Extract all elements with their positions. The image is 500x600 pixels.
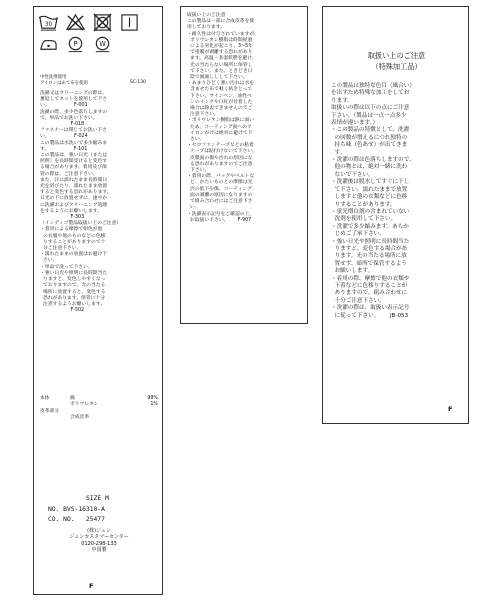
size-label: SIZE M [86,495,109,502]
care-icons [38,13,158,57]
synthetic-leather-notice-text: 取扱い上のご注意 この製品は一部に合成皮革を使 用しております。 ・耐久性は付与されていますが、 ポリウレタン樹脂は時間経過 による劣化が起こり、3~5年 で塗膜が剥離する恐れがあり ます。高温・多湿状態を避け、 光の当たらない場所に保管し て下さい。また、ときどき日 陰で風通ししして下さい。 ・あまりひどく強い汚れは水を 含ませた布で軽く拭きとって 下さい。サインペン、油性ペ ンのインクや口紅が付着した 場合は除去できませんのでご 注意下さい。 ・ポリウレタン樹脂は熱に弱い ため、コーティング面へのア イロンがけは絶対に避けて下 さい。 ・セロファンテープなどの粘着 テープは貼付けないで下さい。 皮膜面の傷や汚れの原因にな る恐れがありますのでご注意 下さい。 ・着用の際、バッグやベルトな ど、かたいものとの摩擦は光 沢の低下や傷、コーティング 面の剥離の原因になりますの で組み合わせにはご注意下さ い。 ・洗濯表示記号をご確認の上、 お取扱い下さい。 F-907 [187,13,259,223]
no-tumble-dry-icon [92,13,113,32]
tag-letter: F [89,582,94,590]
co-number: CO. NO. 25477 [48,516,105,523]
wash-temp: 30 [44,21,53,28]
wash-30-gentle-icon [38,13,59,32]
line-dry-icon [119,13,140,32]
company-name: (株)ジュン [87,528,111,534]
product-number: NO. BVS-16310-A [48,505,105,513]
material-row: 合成皮革 [70,414,90,420]
phone-number: 0120-298-133 [81,540,117,547]
country-of-origin: 中国製 [91,547,107,554]
synthetic-leather-notice-tag [180,6,308,324]
dry-clean-letter: P [73,39,78,48]
care-instructions-text: 洗濯又はクリーニングの際は、 裏返してネットを使用して下さ い。 F-001 洗濯の際、多少色落ちしますの で、単品でお洗い下さい。 F-018 ファスナーは閉じてお洗い下さ い。 F-024 この製品は水洗いで多少縮みま す。 F-101 この製品は、強い日光（または 照明）を長時間受けると変色す る場合があります。着用及び保 管の際は、ご注意下さい。 また、汗に濡れたまま長時間日 光を浴びたり、濡れたまま放置 すると変色する恐れがあります。 日光の下に放置せずに、速やか に洗濯およびクリーニング処理 をするようにお願いします。 F-303 （インディゴ製品取扱い上のご注意） ・着用による摩擦で紺色が他 の衣服や他のものなどに色移 りすることがありますので十 分ご注意下さい。 ・濡れたままの放置はお避け下 さい。 ・単品で洗って下さい。 ・強い日光や照明に長時間当た りますと、変色しやすくなっ ておりますので、光の当たる 場所に放置すると、変色する 恐れがあります。保管に十分 注意するようお願いします。 F-502 [40,91,122,314]
care-code: SC-130 [130,80,146,85]
care-note-detergent: 中性洗剤使用 [40,75,67,80]
special-process-notice-tag [322,6,469,424]
material-row: ポリウレタン 1% [70,402,158,408]
no-bleach-icon [65,13,86,32]
special-process-notice-text: この製品は独特な色目（風合い） を出すため特殊な加工をしてお ります。 取扱いの際は以下の点にご注意 下さい。（製品は一点一点多少 表情が違います。） ・この製品の特徴として、洗濯 の回数が増えるにつれ独特の 持ち味（色あせ）が出てきま す。 ・洗濯の際は色落ちしますので、 他の物とは、絶対一緒に洗わ ないで下さい。 ・洗濯後は脱水してすぐに干し て下さい。濡れたままで放置 しますと他の衣類などに色移 りすることがあります。 ・蛍光増白剤の含まれていない 洗剤を使用して下さい。 ・洗濯で多少縮みます。あらか じめご了承下さい。 ・強い日光や照明に長時間当た りますと、変色する場合があ ります。光の当たる場所に放 置せず、暗所で保管するよう お願いします。 ・着用の際、摩擦で他の衣類や 下着などに色移りすることが ありますので、組み合わせに 十分ご注意下さい。 ・洗濯の際は、取扱い表示記号 に従って下さい。 JB-053 [331,83,415,319]
dry-clean-p-gentle-icon [65,35,86,54]
material-row: 皮革部分 [40,408,60,414]
wet-clean-w-icon [92,35,113,54]
wet-clean-letter: W [99,39,106,48]
care-label-main [33,6,163,595]
care-note-iron: アイロンはあて布を使用 [40,81,88,87]
care-notes [40,75,88,87]
iron-low-icon [38,35,59,54]
customer-center: ジュンカスタマーセンター [69,534,129,541]
material-row: 本体 綿 99% [40,396,158,401]
material-composition [40,396,158,421]
notice-title: 取扱い上のご注意 [367,51,426,60]
tag-letter: F [448,405,453,413]
notice-subtitle: （特殊加工品） [371,62,422,71]
product-ids [48,494,109,526]
company-info [40,528,158,554]
